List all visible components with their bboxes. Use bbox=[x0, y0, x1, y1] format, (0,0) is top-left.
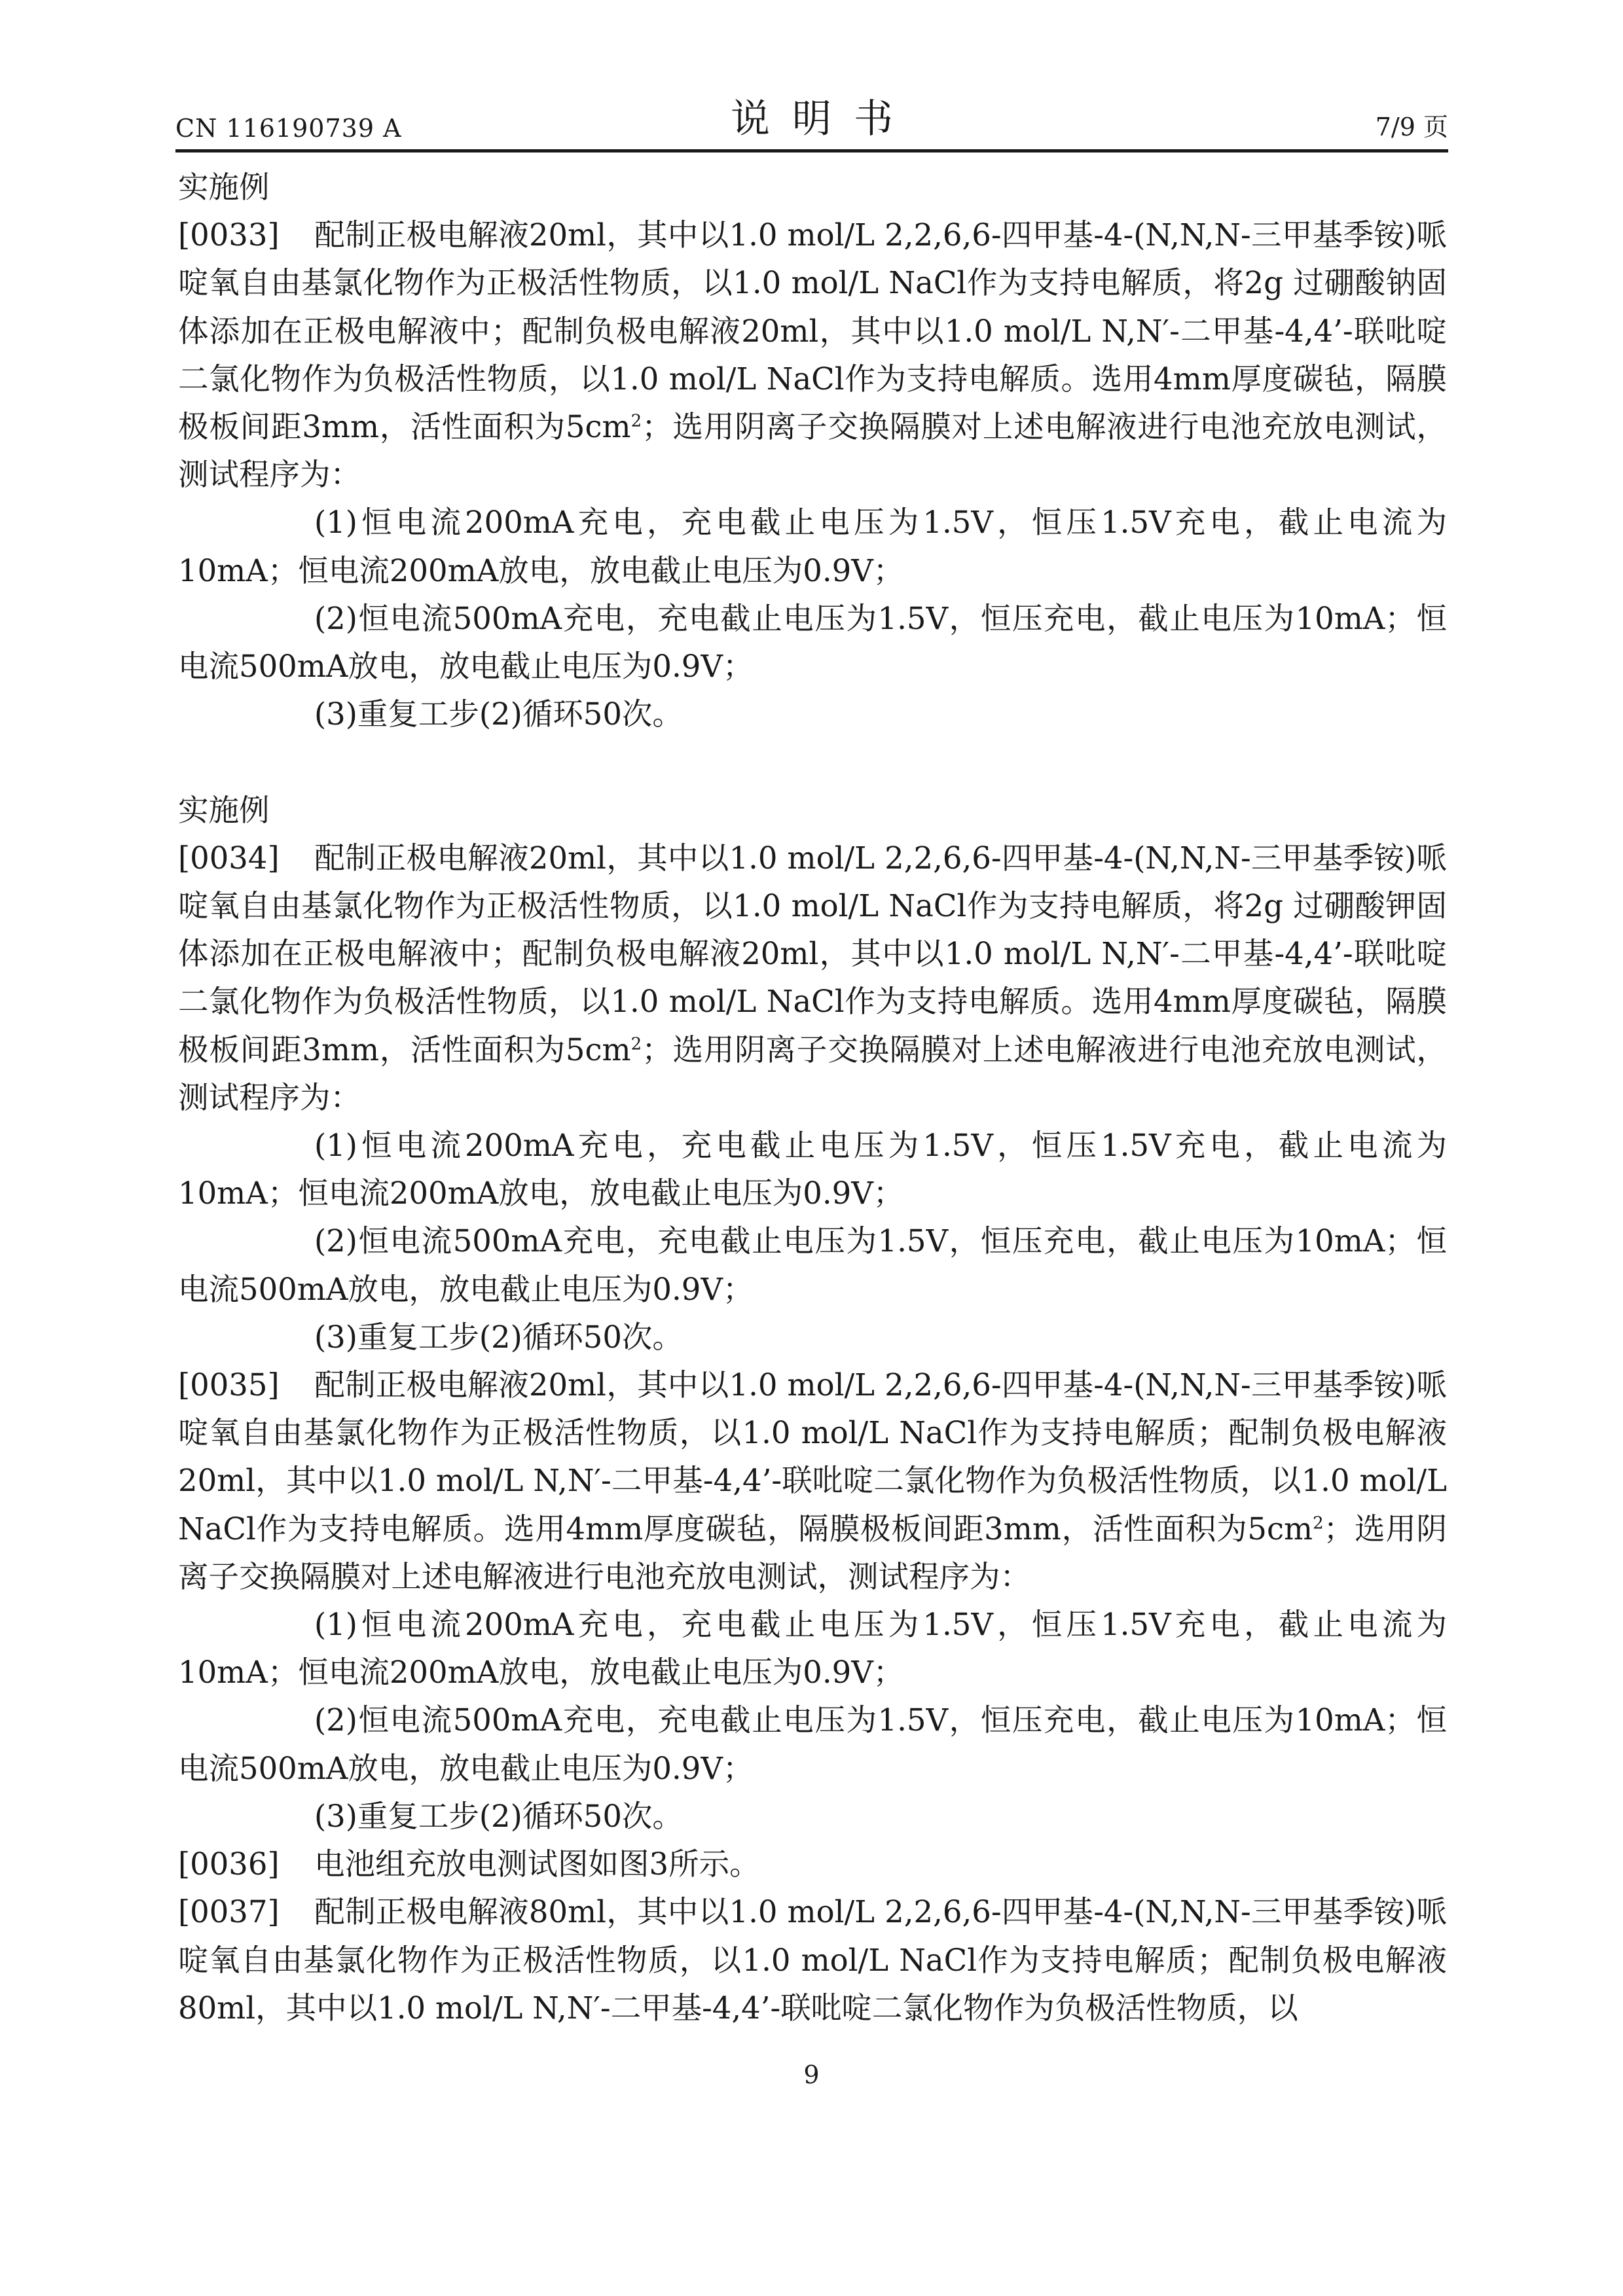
paragraph-number: [0033] bbox=[178, 217, 280, 253]
section-gap bbox=[178, 738, 1447, 786]
paragraph-0037 bbox=[178, 1888, 1447, 2032]
paragraph-0033 bbox=[178, 211, 1447, 499]
paragraph-number: [0037] bbox=[178, 1894, 280, 1930]
test-step: (1)恒电流200mA充电，充电截止电压为1.5V，恒压1.5V充电，截止电流为10mA；恒电流200mA放电，放电截止电压为0.9V； bbox=[178, 505, 1447, 588]
test-step: (3)重复工步(2)循环50次。 bbox=[314, 696, 683, 732]
paragraph-text-cont: ；选用阴离子交换隔膜对上述电解液进行电池充放电测试，测试程序为： bbox=[178, 1031, 1448, 1115]
document-title: 说明书 bbox=[731, 96, 915, 142]
test-step: (1)恒电流200mA充电，充电截止电压为1.5V，恒压1.5V充电，截止电流为10mA；恒电流200mA放电，放电截止电压为0.9V； bbox=[178, 1128, 1447, 1211]
paragraph-0034 bbox=[178, 834, 1447, 1122]
publication-number: CN 116190739 A bbox=[175, 114, 402, 143]
paragraph-text-cont: ；选用阴离子交换隔膜对上述电解液进行电池充放电测试，测试程序为： bbox=[178, 409, 1448, 493]
paragraph-text: 配制正极电解液80ml，其中以1.0 mol/L 2,2,6,6-四甲基-4-(N,N,N-三甲基季铵)哌啶氧自由基氯化物作为正极活性物质，以1.0 mol/L NaCl作为支持电解质；配制负极电解液80ml，其中以1.0 mol/L N,N′-二甲基-4,4’-联吡啶二氯化物作为负极活性物质，以 bbox=[178, 1894, 1447, 2026]
test-step: (3)重复工步(2)循环50次。 bbox=[314, 1798, 683, 1834]
header-rule bbox=[175, 149, 1448, 152]
page-indicator: 7/9 页 bbox=[1375, 113, 1448, 141]
section-heading: 实施例 bbox=[178, 170, 270, 205]
paragraph-number: [0034] bbox=[178, 840, 280, 876]
test-step: (2)恒电流500mA充电，充电截止电压为1.5V，恒压充电，截止电压为10mA；恒电流500mA放电，放电截止电压为0.9V； bbox=[178, 600, 1447, 685]
paragraph-0036 bbox=[178, 1840, 1447, 1888]
test-step: (2)恒电流500mA充电，充电截止电压为1.5V，恒压充电，截止电压为10mA；恒电流500mA放电，放电截止电压为0.9V； bbox=[178, 1702, 1447, 1786]
superscript: 2 bbox=[630, 1034, 642, 1054]
superscript: 2 bbox=[1313, 1513, 1324, 1534]
section-heading: 实施例 bbox=[178, 792, 270, 828]
paragraph-text: 电池组充放电测试图如图3所示。 bbox=[314, 1846, 760, 1882]
test-step: (1)恒电流200mA充电，充电截止电压为1.5V，恒压1.5V充电，截止电流为10mA；恒电流200mA放电，放电截止电压为0.9V； bbox=[178, 1607, 1447, 1691]
paragraph-0035 bbox=[178, 1361, 1447, 1601]
test-step: (3)重复工步(2)循环50次。 bbox=[314, 1319, 683, 1355]
superscript: 2 bbox=[630, 411, 642, 431]
page-number: 9 bbox=[803, 2060, 820, 2089]
paragraph-text-cont: ；选用阴离子交换隔膜对上述电解液进行电池充放电测试，测试程序为： bbox=[178, 1511, 1448, 1594]
paragraph-number: [0035] bbox=[178, 1367, 280, 1403]
paragraph-number: [0036] bbox=[178, 1846, 280, 1882]
paragraph-text: 配制正极电解液20ml，其中以1.0 mol/L 2,2,6,6-四甲基-4-(N,N,N-三甲基季铵)哌啶氧自由基氯化物作为正极活性物质，以1.0 mol/L NaCl作为支持电解质，将2g 过硼酸钾固体添加在正极电解液中；配制负极电解液20ml，其中以1.0 mol/L N,N′-二甲基-4,4’-联吡啶二氯化物作为负极活性物质，以1.0 mol/L NaCl作为支持电解质。选用4mm厚度碳毡，隔膜极板间距3mm，活性面积为5cm bbox=[178, 840, 1447, 1067]
document-body bbox=[178, 164, 1447, 2032]
paragraph-text: 配制正极电解液20ml，其中以1.0 mol/L 2,2,6,6-四甲基-4-(N,N,N-三甲基季铵)哌啶氧自由基氯化物作为正极活性物质，以1.0 mol/L NaCl作为支持电解质；配制负极电解液20ml，其中以1.0 mol/L N,N′-二甲基-4,4’-联吡啶二氯化物作为负极活性物质，以1.0 mol/L NaCl作为支持电解质。选用4mm厚度碳毡，隔膜极板间距3mm，活性面积为5cm bbox=[178, 1367, 1447, 1547]
test-step: (2)恒电流500mA充电，充电截止电压为1.5V，恒压充电，截止电压为10mA；恒电流500mA放电，放电截止电压为0.9V； bbox=[178, 1223, 1447, 1307]
page-header bbox=[175, 90, 1448, 153]
paragraph-text: 配制正极电解液20ml，其中以1.0 mol/L 2,2,6,6-四甲基-4-(N,N,N-三甲基季铵)哌啶氧自由基氯化物作为正极活性物质，以1.0 mol/L NaCl作为支持电解质，将2g 过硼酸钠固体添加在正极电解液中；配制负极电解液20ml，其中以1.0 mol/L N,N′-二甲基-4,4’-联吡啶二氯化物作为负极活性物质，以1.0 mol/L NaCl作为支持电解质。选用4mm厚度碳毡，隔膜极板间距3mm，活性面积为5cm bbox=[178, 217, 1447, 445]
